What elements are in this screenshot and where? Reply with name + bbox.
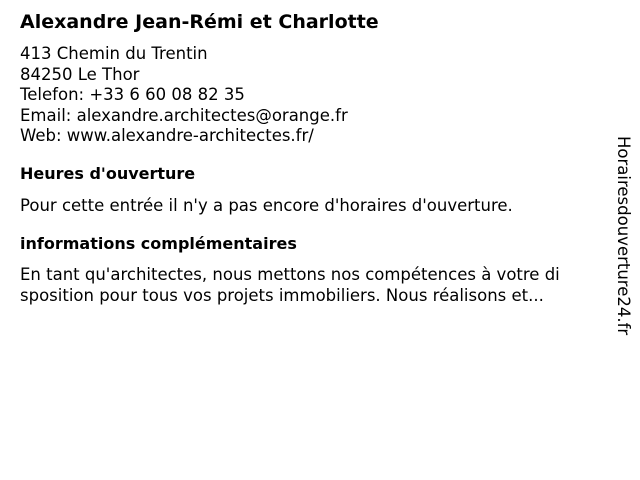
additional-info-line: En tant qu'architectes, nous mettons nos compétences à votre di xyxy=(20,265,560,284)
additional-info-line: sposition pour tous vos projets immobiliers. Nous réalisons et... xyxy=(20,286,544,305)
contact-details xyxy=(20,44,348,147)
business-name: Alexandre Jean-Rémi et Charlotte xyxy=(20,11,379,33)
email-address: Email: alexandre.architectes@orange.fr xyxy=(20,105,348,125)
opening-hours-text: Pour cette entrée il n'y a pas encore d'horaires d'ouverture. xyxy=(20,196,513,215)
additional-info-text xyxy=(20,264,592,306)
address-street: 413 Chemin du Trentin xyxy=(20,44,208,63)
phone-number: Telefon: +33 6 60 08 82 35 xyxy=(20,85,245,104)
site-watermark: Horairesdouverture24.fr xyxy=(614,136,633,336)
address-city: 84250 Le Thor xyxy=(20,64,140,84)
opening-hours-heading: Heures d'ouverture xyxy=(20,164,196,183)
website-url: Web: www.alexandre-architectes.fr/ xyxy=(20,126,314,145)
additional-info-heading: informations complémentaires xyxy=(20,234,297,253)
